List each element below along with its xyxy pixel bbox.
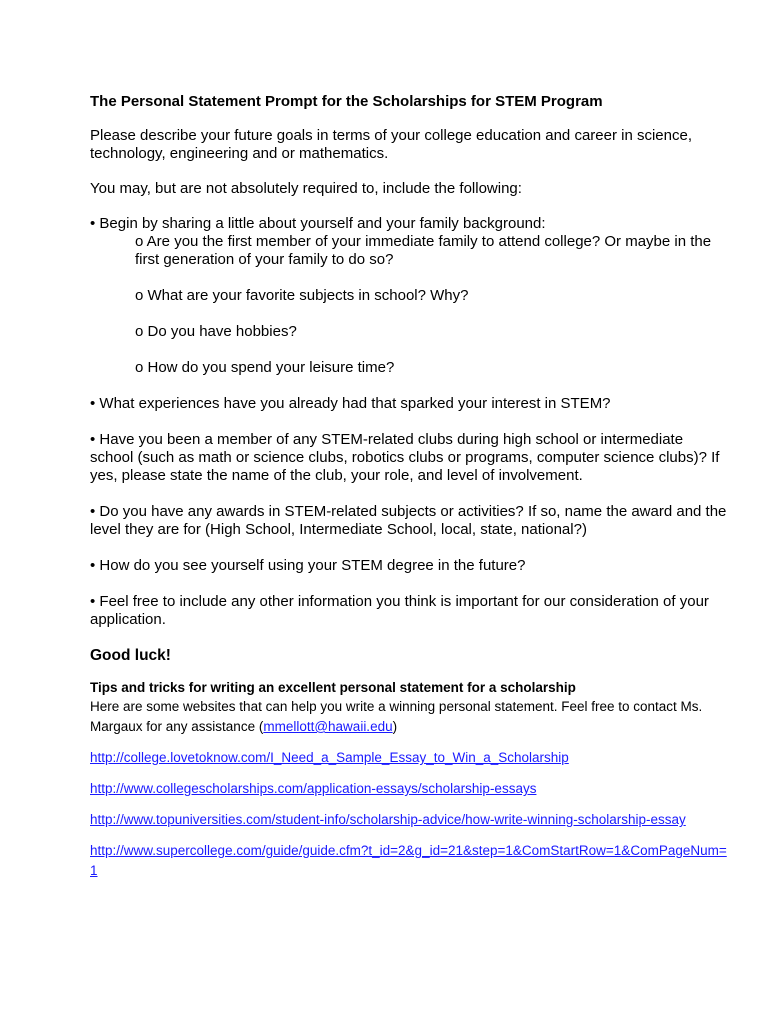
may-include-paragraph: You may, but are not absolutely required to, include the following: [90, 180, 522, 197]
bullet-other: • Feel free to include any other information you think is important for our consideration of your application. [90, 593, 709, 628]
document-title: The Personal Statement Prompt for the Scholarships for STEM Program [90, 93, 603, 110]
resource-link-topuniversities[interactable]: http://www.topuniversities.com/student-info/scholarship-advice/how-write-winning-scholarship-essay [90, 812, 686, 827]
sub-leisure: o How do you spend your leisure time? [135, 359, 395, 376]
bullet-background: • Begin by sharing a little about yourself and your family background: [90, 215, 546, 232]
bullet-experiences: • What experiences have you already had that sparked your interest in STEM? [90, 395, 611, 412]
document-page [90, 92, 730, 881]
good-luck-heading: Good luck! [90, 647, 171, 664]
resource-link-supercollege[interactable]: http://www.supercollege.com/guide/guide.cfm?t_id=2&g_id=21&step=1&ComStartRow=1&ComPageNum=1 [90, 843, 727, 878]
bullet-future: • How do you see yourself using your STEM degree in the future? [90, 557, 526, 574]
tips-body-text: Here are some websites that can help you write a winning personal statement. Feel free to contact Ms. Margaux for any assistance ( [90, 699, 703, 734]
tips-body [90, 697, 730, 737]
bullet-clubs: • Have you been a member of any STEM-related clubs during high school or intermediate school (such as math or science clubs, robotics clubs or programs, computer science clubs)? If yes, please state the name of the club, your role, and level of involvement. [90, 431, 720, 484]
resource-link-lovetoknow[interactable]: http://college.lovetoknow.com/I_Need_a_Sample_Essay_to_Win_a_Scholarship [90, 750, 569, 765]
sub-first-member: o Are you the first member of your immediate family to attend college? Or maybe in the first generation of your family to do so? [135, 233, 712, 268]
resource-link-collegescholarships[interactable]: http://www.collegescholarships.com/application-essays/scholarship-essays [90, 781, 537, 796]
tips-title: Tips and tricks for writing an excellent personal statement for a scholarship [90, 680, 576, 695]
email-link[interactable]: mmellott@hawaii.edu [263, 719, 393, 734]
bullet-awards: • Do you have any awards in STEM-related subjects or activities? If so, name the award and the level they are for (High School, Intermediate School, local, state, national?) [90, 503, 727, 538]
intro-paragraph: Please describe your future goals in terms of your college education and career in science, technology, engineering and or mathematics. [90, 127, 692, 162]
tips-body-close: ) [392, 719, 398, 734]
sub-hobbies: o Do you have hobbies? [135, 323, 297, 340]
sub-favorite-subjects: o What are your favorite subjects in school? Why? [135, 287, 469, 304]
